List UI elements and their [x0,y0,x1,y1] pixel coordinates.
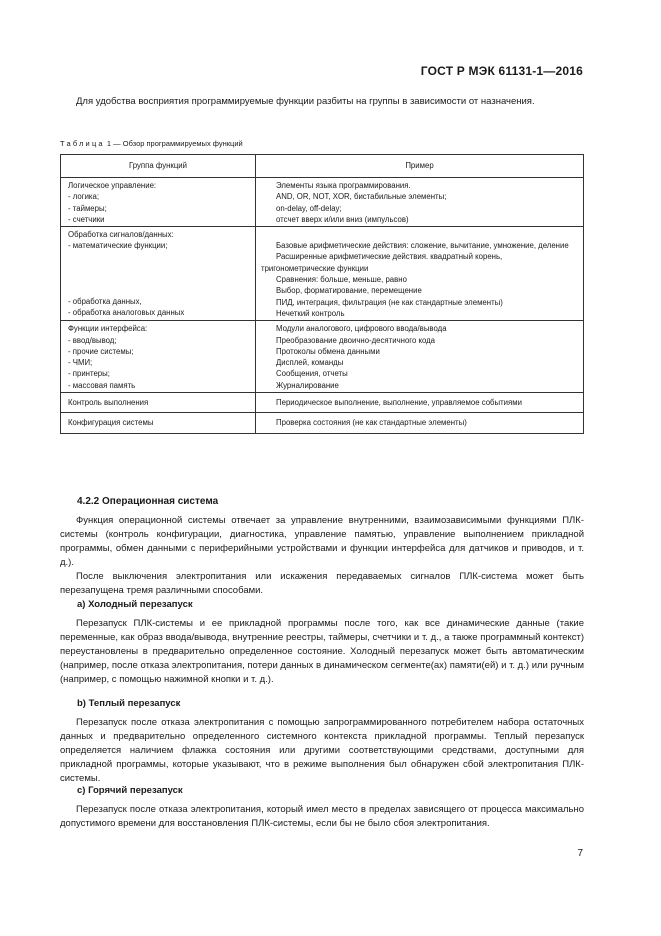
table-cell-group [61,178,256,227]
table-cell-example [256,321,584,393]
table-header-group: Группа функций [61,155,256,178]
cell-line: Элементы языка программирования. [276,181,411,190]
table-row [61,393,584,413]
cell-line: - счетчики [68,214,105,224]
cell-line: Периодическое выполнение, выполнение, управляемое событиями [276,398,522,408]
cell-line: Логическое управление: [68,181,157,190]
cell-line: - логика; [68,192,100,202]
table-caption [60,139,243,148]
subsection-c-text: Перезапуск после отказа электропитания, который имел место в пределах зависящего от процесса максимально допустимого времени для восстановления ПЛК-системы, если бы не было сбоя электропитания. [60,804,584,829]
table-cell-group [61,413,256,433]
cell-line: - обработка аналоговых данных [68,308,185,318]
document-header: ГОСТ Р МЭК 61131-1—2016 [420,64,583,78]
section-paragraph-2: После выключения электропитания или искажения передаваемых сигналов ПЛК-система может быть перезапущена тремя различными способами. [60,571,584,596]
cell-line: - обработка данных, [68,296,142,306]
table-caption-prefix: Таблица [60,139,105,148]
cell-line: Базовые арифметические действия: сложение, вычитание, умножение, деление [276,241,569,251]
subsection-a-title: a) Холодный перезапуск [77,599,193,610]
cell-line: Модули аналогового, цифрового ввода/вывода [276,324,447,334]
table-cell-group [61,393,256,413]
cell-line: Конфигурация системы [68,418,154,428]
cell-line: Сообщения, отчеты [276,369,348,379]
table-cell-example [256,227,584,321]
cell-line: - таймеры; [68,203,107,213]
cell-line: on-delay, off-delay; [276,203,342,213]
cell-line: Журналирование [276,380,339,390]
cell-line: отсчет вверх и/или вниз (импульсов) [276,214,409,224]
cell-line: - принтеры; [68,369,110,379]
subsection-c-title: c) Горячий перезапуск [77,785,183,796]
cell-line: - ЧМИ; [68,358,93,368]
table-cell-example [256,413,584,433]
cell-line: - ввод/вывод; [68,335,117,345]
cell-line: Дисплей, команды [276,358,344,368]
cell-line: Выбор, форматирование, перемещение [276,286,422,296]
intro-paragraph: Для удобства восприятия программируемые функции разбиты на группы в зависимости от назначения. [76,96,535,107]
subsection-b-text: Перезапуск после отказа электропитания с помощью запрограммированного потребителем набора остаточных данных и предварительно определенного системного контекста прикладной программы. Теплый перезапуск определяется наличием флажка состояния или другими соответствующими средствами, доступными для прикладной программы, которые указывают, что в режиме выполнения был обнаружен сбой электропитания ПЛК-системы. [60,717,584,784]
cell-line: AND, OR, NOT, XOR, бистабильные элементы; [276,192,447,202]
cell-line: Контроль выполнения [68,398,149,408]
subsection-a-text: Перезапуск ПЛК-системы и ее прикладной программы после того, как все динамические данные (такие переменные, как образ ввода/вывода, внутренние реестры, таймеры, счетчики и т. д., а также программный контекст) переустановлены в предварительно определенное состояние. Холодный перезапуск может быть автоматическим (например, после отказа электропитания, потери данных в динамическом сегменте(ах) памяти(ей) и т. д.) или ручным (например, с помощью нажимной кнопки и т. д.). [60,618,584,685]
cell-line: - прочие системы; [68,346,134,356]
cell-line: Расширенные арифметические действия. квадратный корень, тригонометрические функции [261,252,503,273]
table-header-row [61,155,584,178]
table-cell-example [256,393,584,413]
table-row [61,227,584,321]
cell-line: - математические функции; [68,241,168,251]
cell-line: Сравнения: больше, меньше, равно [276,275,407,285]
functions-table [60,154,584,434]
cell-line: Нечеткий контроль [276,308,345,318]
table-header-example: Пример [256,155,584,178]
table-row [61,178,584,227]
section-heading: 4.2.2 Операционная система [77,496,219,507]
table-cell-group [61,227,256,321]
cell-line: Протоколы обмена данными [276,346,380,356]
section-paragraph-1: Функция операционной системы отвечает за управление внутренними, взаимозависимыми функциями ПЛК-системы (контроль конфигурации, диагностика, управление памятью, управление выполнением прикладной программы, обмен данными с периферийными устройствами и функции интерфейса для датчиков и приводов, и т. д.). [60,515,584,568]
cell-line: - массовая память [68,380,136,390]
table-row [61,321,584,393]
subsection-b-title: b) Теплый перезапуск [77,698,181,709]
cell-line: Функции интерфейса: [68,324,148,334]
cell-line: Преобразование двоично-десятичного кода [276,335,435,345]
cell-line: Проверка состояния (не как стандартные элементы) [276,418,467,428]
cell-line: Обработка сигналов/данных: [68,230,174,240]
page-number: 7 [577,848,583,859]
table-cell-example [256,178,584,227]
table-cell-group [61,321,256,393]
table-caption-title: 1 — Обзор программируемых функций [106,139,243,148]
cell-line: ПИД, интеграция, фильтрация (не как стандартные элементы) [276,297,503,307]
table-row [61,413,584,433]
